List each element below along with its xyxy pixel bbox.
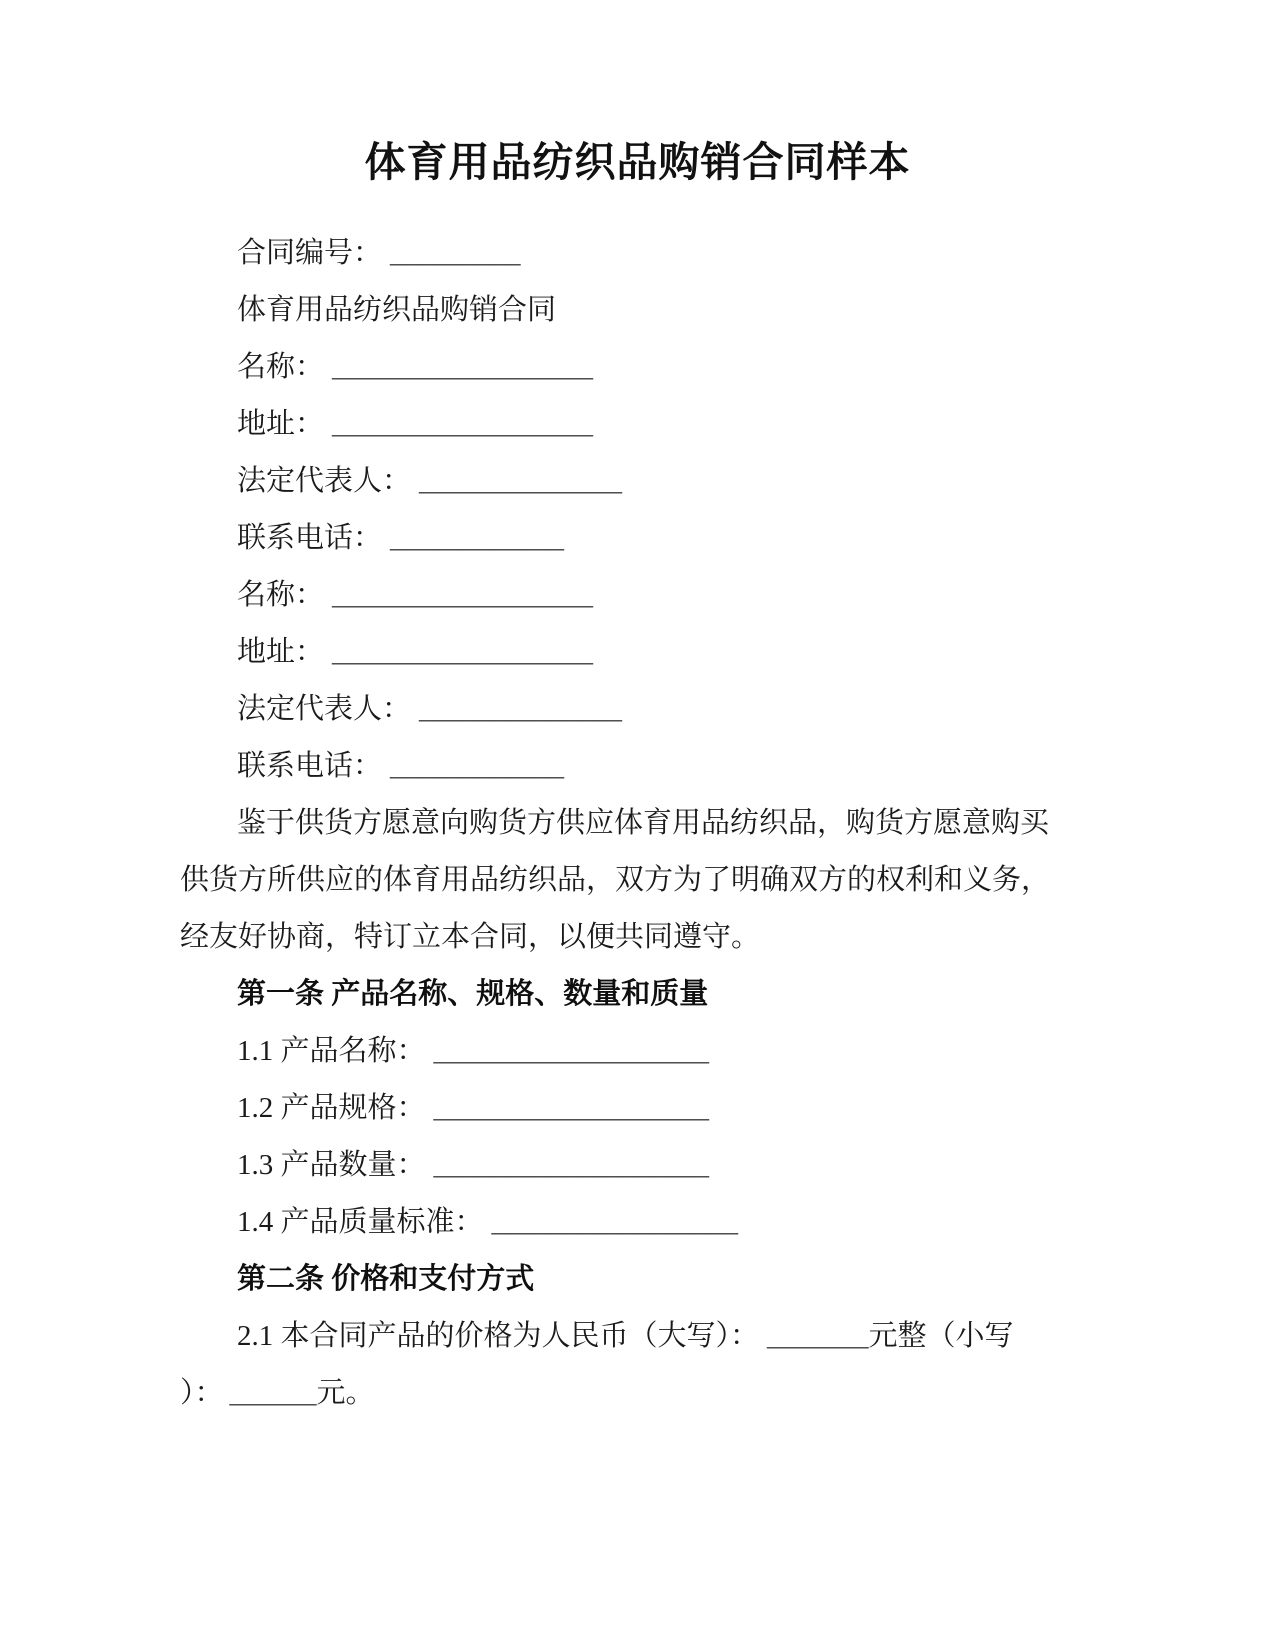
- contract-number-line: [180, 225, 1080, 282]
- price-lowercase-blank: ______: [229, 1377, 317, 1410]
- clause-1-4-blank: _________________: [491, 1206, 739, 1239]
- document-body: [0, 191, 1275, 1422]
- supplier-name-label: 名称：: [237, 351, 325, 384]
- clause-2-1-line-2: [180, 1365, 1080, 1422]
- buyer-address-blank: __________________: [332, 636, 594, 669]
- supplier-address-blank: __________________: [332, 408, 594, 441]
- clause-1-1-blank: ___________________: [433, 1035, 710, 1068]
- clause-1-2-label: 1.2 产品规格：: [237, 1092, 426, 1125]
- price-uppercase-blank: _______: [767, 1320, 869, 1353]
- recital-line-1: 鉴于供货方愿意向购货方供应体育用品纺织品，购货方愿意购买: [237, 807, 1050, 840]
- supplier-representative-label: 法定代表人：: [237, 465, 412, 498]
- buyer-representative-blank: ______________: [419, 693, 623, 726]
- buyer-address-line: [180, 624, 1080, 681]
- clause-2-1-end-text: 元。: [316, 1377, 375, 1410]
- section-2-heading: 第二条 价格和支付方式: [237, 1263, 535, 1296]
- contract-number-label: 合同编号：: [237, 237, 383, 270]
- clause-2-1-text: 2.1 本合同产品的价格为人民币（大写）：: [237, 1320, 760, 1353]
- clause-2-1-text-cont: 元整（小写: [868, 1320, 1014, 1353]
- recital-line-2: 供货方所供应的体育用品纺织品，双方为了明确双方的权利和义务，: [180, 864, 1051, 897]
- clause-1-4-line: [180, 1194, 1080, 1251]
- clause-2-1-wrap-text: ）：: [180, 1377, 224, 1410]
- buyer-phone-line: [180, 738, 1080, 795]
- supplier-phone-label: 联系电话：: [237, 522, 383, 555]
- supplier-name-line: [180, 339, 1080, 396]
- clause-1-2-blank: ___________________: [433, 1092, 710, 1125]
- supplier-phone-line: [180, 510, 1080, 567]
- buyer-representative-label: 法定代表人：: [237, 693, 412, 726]
- buyer-phone-label: 联系电话：: [237, 750, 383, 783]
- document-title: 体育用品纺织品购销合同样本: [364, 139, 911, 185]
- clause-1-3-label: 1.3 产品数量：: [237, 1149, 426, 1182]
- supplier-representative-blank: ______________: [419, 465, 623, 498]
- buyer-address-label: 地址：: [237, 636, 325, 669]
- buyer-phone-blank: ____________: [390, 750, 565, 783]
- supplier-name-blank: __________________: [332, 351, 594, 384]
- section-1-heading: 第一条 产品名称、规格、数量和质量: [237, 978, 709, 1011]
- buyer-representative-line: [180, 681, 1080, 738]
- supplier-address-label: 地址：: [237, 408, 325, 441]
- supplier-address-line: [180, 396, 1080, 453]
- contract-number-blank: _________: [390, 237, 521, 270]
- clause-1-1-label: 1.1 产品名称：: [237, 1035, 426, 1068]
- buyer-name-blank: __________________: [332, 579, 594, 612]
- clause-1-2-line: [180, 1080, 1080, 1137]
- supplier-phone-blank: ____________: [390, 522, 565, 555]
- document-subtitle: 体育用品纺织品购销合同: [237, 294, 557, 327]
- clause-1-4-label: 1.4 产品质量标准：: [237, 1206, 484, 1239]
- clause-1-3-line: [180, 1137, 1080, 1194]
- clause-1-1-line: [180, 1023, 1080, 1080]
- recital-line-3: 经友好协商，特订立本合同，以便共同遵守。: [180, 921, 761, 954]
- clause-1-3-blank: ___________________: [433, 1149, 710, 1182]
- buyer-name-line: [180, 567, 1080, 624]
- buyer-name-label: 名称：: [237, 579, 325, 612]
- supplier-representative-line: [180, 453, 1080, 510]
- clause-2-1-line-1: [180, 1308, 1080, 1365]
